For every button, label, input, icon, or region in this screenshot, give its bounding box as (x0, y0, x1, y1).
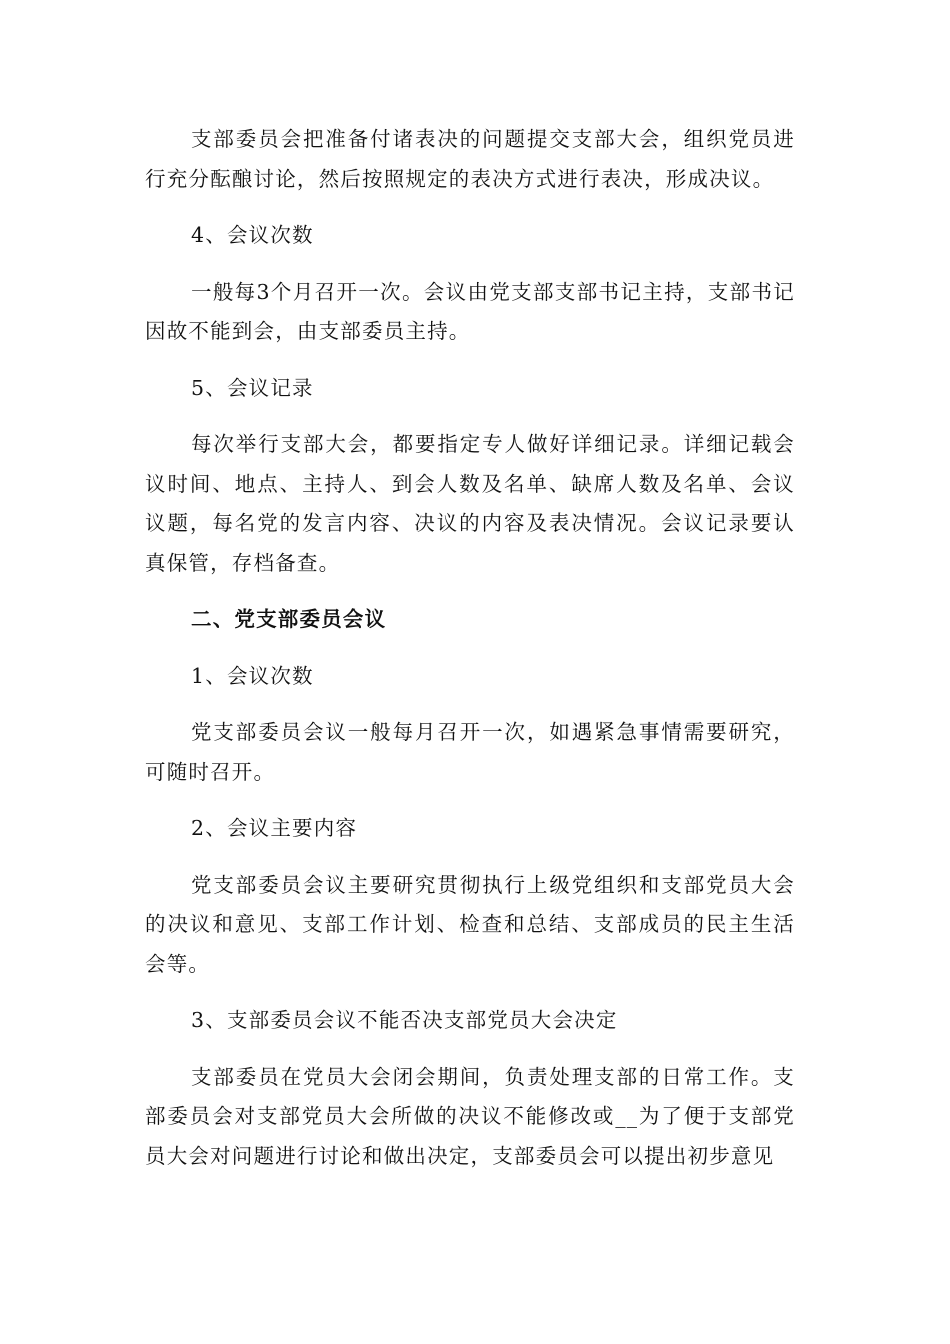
paragraph-committee-veto: 支部委员在党员大会闭会期间，负责处理支部的日常工作。支部委员会对支部党员大会所做的决议不能修改或__为了便于支部党员大会对问题进行讨论和做出决定，支部委员会可以提出初步意见 (145, 1064, 795, 1168)
document-body (145, 120, 795, 1176)
paragraph-committee-content: 党支部委员会议主要研究贯彻执行上级党组织和支部党员大会的决议和意见、支部工作计划、检查和总结、支部成员的民主生活会等。 (145, 872, 795, 976)
section-heading-committee-meeting: 二、党支部委员会议 (191, 607, 387, 631)
subheading-meeting-frequency: 4、会议次数 (191, 223, 314, 247)
paragraph-meeting-frequency: 一般每3个月召开一次。会议由党支部支部书记主持，支部书记因故不能到会，由支部委员主持。 (145, 279, 795, 343)
subheading-committee-veto: 3、支部委员会议不能否决支部党员大会决定 (191, 1008, 618, 1032)
subheading-committee-frequency: 1、会议次数 (191, 663, 314, 688)
subheading-committee-content: 2、会议主要内容 (191, 816, 358, 840)
subheading-meeting-minutes: 5、会议记录 (191, 375, 314, 400)
paragraph-resolution: 支部委员会把准备付诸表决的问题提交支部大会，组织党员进行充分酝酿讨论，然后按照规定的表决方式进行表决，形成决议。 (145, 127, 795, 191)
paragraph-meeting-minutes: 每次举行支部大会，都要指定专人做好详细记录。详细记载会议时间、地点、主持人、到会人数及名单、缺席人数及名单、会议议题，每名党的发言内容、决议的内容及表决情况。会议记录要认真保管，存档备查。 (145, 432, 795, 575)
paragraph-committee-frequency: 党支部委员会议一般每月召开一次，如遇紧急事情需要研究，可随时召开。 (145, 720, 795, 784)
